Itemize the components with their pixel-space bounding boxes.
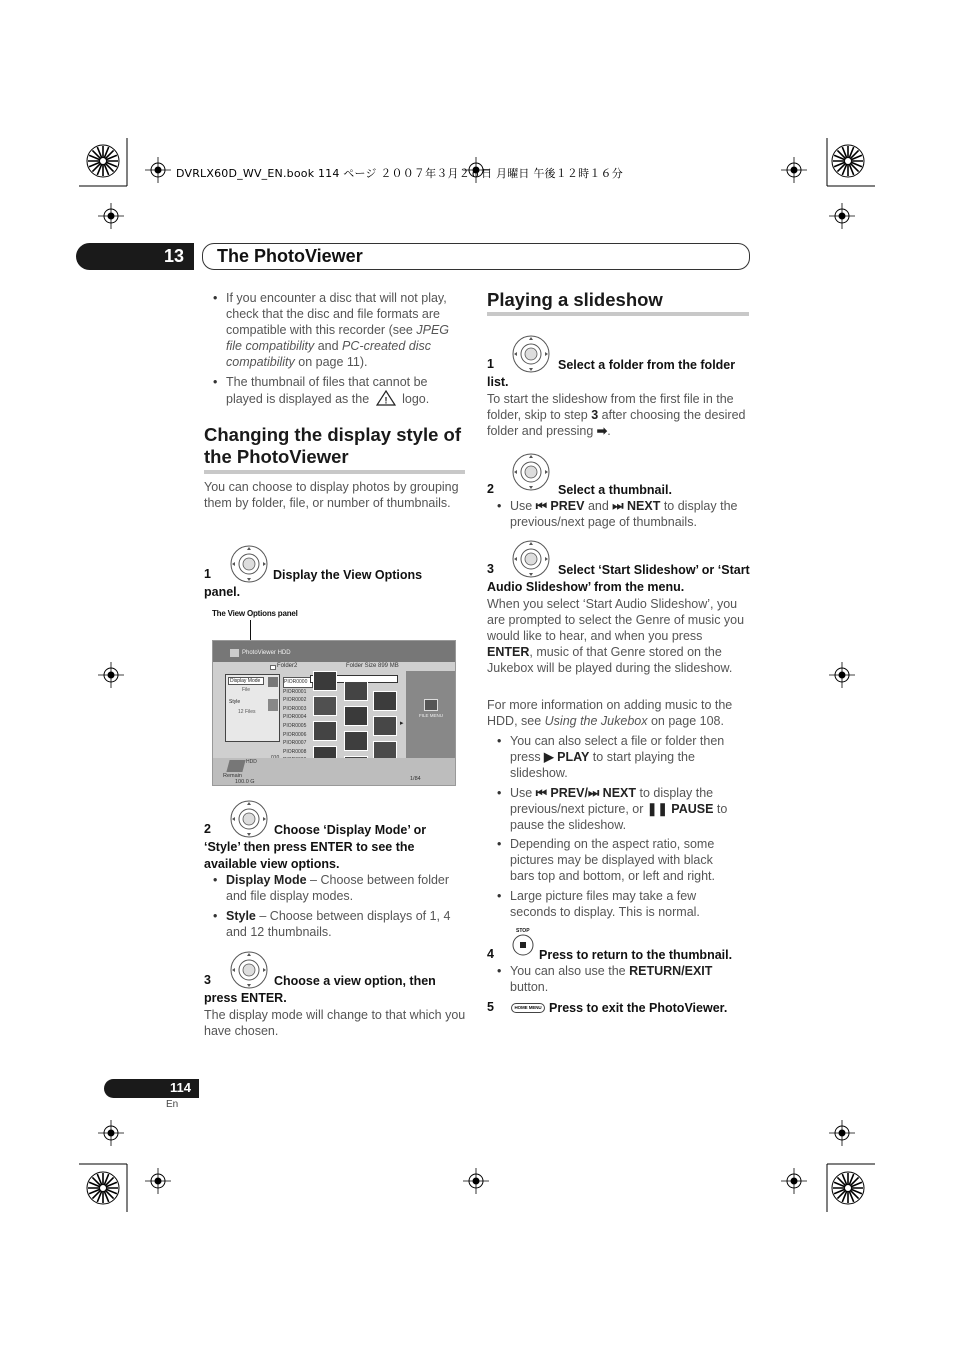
thumbnail[interactable] [313, 696, 337, 716]
page-number: 114 [170, 1080, 191, 1095]
remain-value: 100.0 G [235, 779, 255, 785]
list-item: • Depending on the aspect ratio, some pictures may be displayed with black bars top and bottom, or left and right. [510, 836, 738, 884]
folder-size: Folder Size 899 MB [346, 663, 399, 669]
step-number: 1 [204, 567, 211, 581]
stop-button-icon [512, 934, 534, 956]
step-more-info: For more information on adding music to the HDD, see Using the Jukebox on page 108. [487, 698, 733, 728]
step-text: Select a folder from the folder list. [487, 358, 736, 389]
print-header: DVRLX60D_WV_EN.book 114 ページ ２００７年３月２６日 月曜日 午後１２時１６分 [176, 167, 623, 180]
hdd-icon [226, 760, 245, 772]
folder-name: Folder2 [277, 663, 298, 669]
step-text: Press to exit the PhotoViewer. [549, 1001, 728, 1015]
screenshot-caption: The View Options panel [212, 609, 298, 618]
step-text: Press to return to the thumbnail. [539, 948, 733, 962]
home-menu-button-icon [511, 1003, 545, 1013]
list-item: • Large picture files may take a few seconds to display. This is normal. [510, 888, 738, 920]
file-row[interactable]: PIOR0007 [283, 740, 307, 747]
step-number: 2 [487, 482, 494, 496]
thumbnail[interactable] [313, 671, 337, 691]
thumbnail[interactable] [313, 721, 337, 741]
dial-icon [512, 453, 550, 491]
photoviewer-icon [230, 649, 239, 657]
file-row[interactable]: PIOR0005 [283, 722, 307, 729]
chapter-title: The PhotoViewer [217, 246, 363, 266]
thumbnail[interactable] [344, 706, 368, 726]
list-item: • Style – Choose between displays of 1, 4 and 12 thumbnails. [226, 908, 466, 940]
file-row[interactable]: PIOR0006 [283, 731, 307, 738]
file-row[interactable]: PIOR0000 [283, 677, 313, 688]
chapter-bar [202, 243, 750, 270]
thumbnail[interactable] [344, 681, 368, 701]
file-row[interactable]: PIOR0001 [283, 688, 307, 695]
folder-icon [270, 665, 276, 670]
step-text: Display the View Options panel. [204, 568, 423, 599]
list-item: • You can also select a file or folder then press ▶ PLAY to start playing the slideshow. [510, 733, 750, 781]
page-tab [104, 1079, 199, 1098]
thumbnail[interactable] [344, 731, 368, 751]
arrow-right-icon: ➡ [596, 424, 608, 438]
step-text: Choose ‘Display Mode’ or ‘Style’ then press ENTER to see the available view options. [204, 823, 427, 871]
file-menu-icon [424, 699, 438, 711]
page-indicator: 1/84 [410, 776, 421, 782]
step-number: 2 [204, 822, 211, 836]
screen-header: PhotoViewer HDD [242, 650, 291, 656]
section-title-slideshow: Playing a slideshow [487, 289, 663, 310]
file-row[interactable]: PIOR0002 [283, 697, 307, 704]
step-text: Choose a view option, then press ENTER. [204, 974, 436, 1005]
step-number: 5 [487, 1000, 494, 1014]
list-item: • Use ⏮ PREV/⏭ NEXT to display the previous/next picture, or ❚❚ PAUSE to pause the slideshow. [510, 785, 750, 833]
list-item: • Use ⏮ PREV and ⏭ NEXT to display the previous/next page of thumbnails. [510, 498, 750, 530]
list-item: • Display Mode – Choose between folder and file display modes. [226, 872, 466, 904]
list-item: • If you encounter a disc that will not play, check that the disc and file formats are compatible with this recorder (see JPEG file compatibility and PC-created disc compatibility on page 11). [226, 290, 466, 370]
step-description: The display mode will change to that which you have chosen. [204, 1008, 466, 1038]
chapter-tab [76, 243, 194, 270]
section-rule [487, 312, 749, 316]
svg-text:!: ! [384, 395, 388, 406]
step-number: 4 [487, 947, 494, 961]
panel-thumb [268, 699, 278, 711]
step-number: 3 [487, 562, 494, 576]
drive-label: HDD [246, 759, 257, 765]
thumbnail[interactable] [373, 716, 397, 736]
step-description: When you select ‘Start Audio Slideshow’, you are prompted to select the Genre of music you would like to hear, and when you press ENTER, music of that Genre stored on the Jukebox will be played during the slideshow. [487, 597, 745, 675]
file-row[interactable]: PIOR0003 [283, 705, 307, 712]
list-item: • The thumbnail of files that cannot be played is displayed as the ! logo. [226, 374, 466, 407]
file-row[interactable]: PIOR0008 [283, 748, 307, 755]
file-menu-label: FILE MENU [419, 713, 444, 718]
step-text: Select ‘Start Slideshow’ or ‘Start Audio Slideshow’ from the menu. [487, 563, 750, 594]
chapter-number: 13 [163, 246, 184, 266]
option-style[interactable]: Style [229, 699, 241, 705]
arrow-right-icon: ▸ [400, 720, 404, 727]
section-title-display-style: Changing the display style of the PhotoViewer [204, 424, 461, 467]
section-rule [204, 470, 465, 474]
remain-label: Remain [223, 773, 242, 779]
page-language: En [166, 1099, 179, 1110]
thumbnail[interactable] [373, 691, 397, 711]
file-row[interactable]: PIOR0004 [283, 714, 307, 721]
option-display-mode-value: File [242, 687, 251, 693]
panel-thumb [268, 677, 278, 687]
warning-icon [376, 390, 396, 406]
stop-label: STOP [516, 928, 530, 934]
option-display-mode[interactable]: Display Mode [228, 677, 264, 685]
step-text: Select a thumbnail. [558, 483, 672, 497]
step-number: 3 [204, 973, 211, 987]
step-number: 1 [487, 357, 494, 371]
step-description: To start the slideshow from the first file in the folder, skip to step 3 after choosing the desired folder and pressing ➡. [487, 392, 746, 438]
option-style-value: 12 Files [238, 709, 256, 715]
home-menu-label: HOME MENU [514, 1005, 542, 1010]
intro-text: You can choose to display photos by grouping them by folder, file, or number of thumbnails. [204, 480, 459, 510]
list-item: • You can also use the RETURN/EXIT button. [510, 963, 750, 995]
view-options-screenshot [212, 640, 456, 786]
